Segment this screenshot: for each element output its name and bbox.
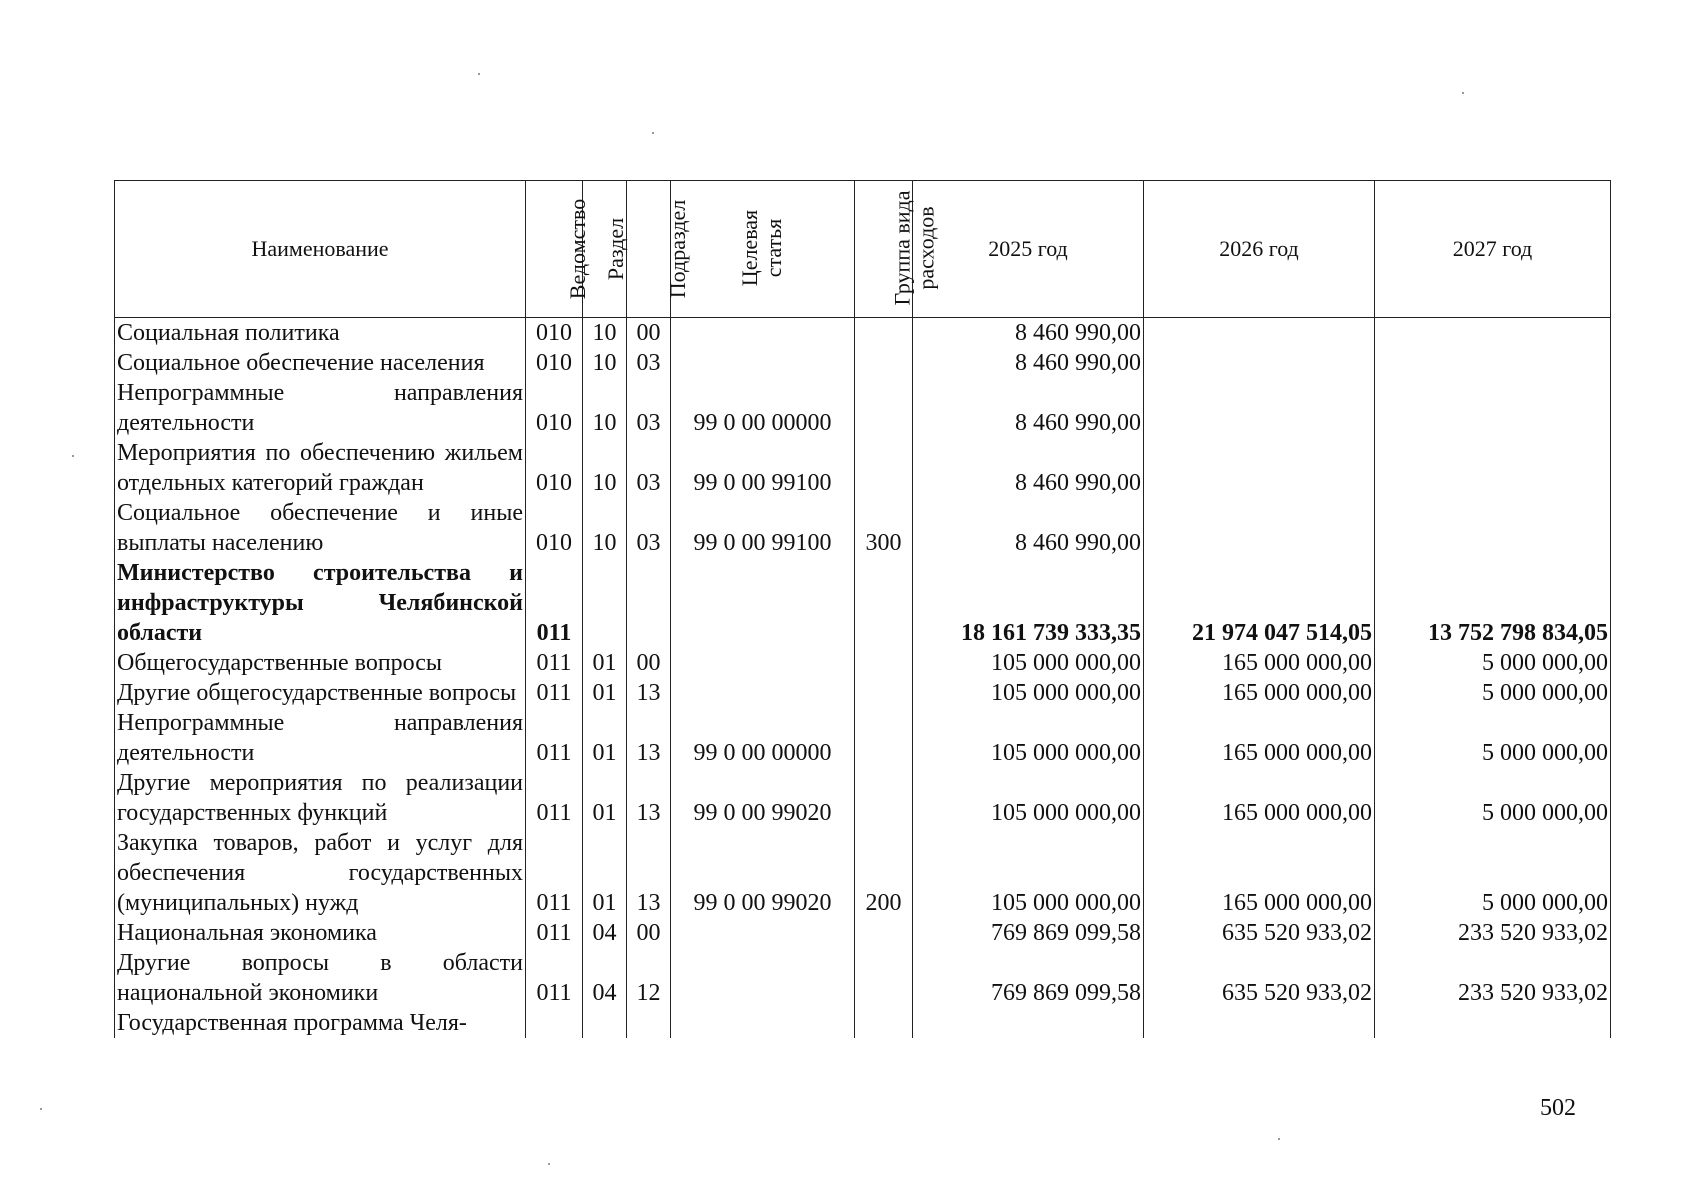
header-target-article xyxy=(671,181,855,318)
row-2025: 8 460 990,00 xyxy=(913,348,1144,378)
row-name: Социальная политика xyxy=(115,318,526,349)
table-row xyxy=(115,708,1611,768)
row-dept: 010 xyxy=(526,348,583,378)
row-type xyxy=(855,648,913,678)
table-row-continued xyxy=(115,1008,1611,1038)
row-dept: 010 xyxy=(526,378,583,438)
header-exptype-line1: Группа вида xyxy=(889,190,915,305)
row-2025: 769 869 099,58 xyxy=(913,918,1144,948)
row-subsection: 12 xyxy=(627,948,671,1008)
row-subsection: 13 xyxy=(627,768,671,828)
row-name: Другие мероприятия по реализации государственных функций xyxy=(115,768,526,828)
row-dept: 011 xyxy=(526,828,583,918)
row-target xyxy=(671,1008,855,1038)
row-2026: 635 520 933,02 xyxy=(1144,918,1375,948)
table-row xyxy=(115,318,1611,349)
row-2026: 165 000 000,00 xyxy=(1144,708,1375,768)
row-target: 99 0 00 99100 xyxy=(671,498,855,558)
row-name: Национальная экономика xyxy=(115,918,526,948)
header-subsection-label: Подраздел xyxy=(665,199,691,299)
table-row xyxy=(115,918,1611,948)
row-2025: 105 000 000,00 xyxy=(913,648,1144,678)
row-target xyxy=(671,918,855,948)
row-2025: 8 460 990,00 xyxy=(913,438,1144,498)
row-2026: 165 000 000,00 xyxy=(1144,678,1375,708)
row-section: 01 xyxy=(583,708,627,768)
row-section: 10 xyxy=(583,348,627,378)
row-dept: 011 xyxy=(526,558,583,648)
row-dept: 011 xyxy=(526,678,583,708)
header-target-line1: Целевая xyxy=(737,209,763,286)
header-2027: 2027 год xyxy=(1375,181,1611,318)
row-target xyxy=(671,348,855,378)
row-type xyxy=(855,558,913,648)
row-2025: 18 161 739 333,35 xyxy=(913,558,1144,648)
row-subsection xyxy=(627,1008,671,1038)
row-2025: 8 460 990,00 xyxy=(913,498,1144,558)
scan-speck xyxy=(478,73,480,75)
row-subsection: 00 xyxy=(627,918,671,948)
row-type xyxy=(855,1008,913,1038)
header-section-label: Раздел xyxy=(603,217,629,281)
table-row xyxy=(115,648,1611,678)
row-2026 xyxy=(1144,318,1375,349)
row-2027 xyxy=(1375,348,1611,378)
table-header-row xyxy=(115,181,1611,318)
table-row xyxy=(115,348,1611,378)
row-type: 300 xyxy=(855,498,913,558)
row-2027 xyxy=(1375,438,1611,498)
row-name: Министерство строительства и инфраструктуры Челябинской области xyxy=(115,558,526,648)
row-section: 10 xyxy=(583,378,627,438)
row-target xyxy=(671,318,855,349)
row-2026: 165 000 000,00 xyxy=(1144,648,1375,678)
row-section: 01 xyxy=(583,648,627,678)
header-exptype-label xyxy=(890,190,938,305)
row-2027: 5 000 000,00 xyxy=(1375,648,1611,678)
header-2026: 2026 год xyxy=(1144,181,1375,318)
header-department xyxy=(526,181,591,318)
header-target-label xyxy=(738,209,786,285)
row-type xyxy=(855,348,913,378)
table-row xyxy=(115,768,1611,828)
row-type xyxy=(855,768,913,828)
header-subsection xyxy=(627,181,691,318)
scan-speck xyxy=(548,1163,550,1165)
row-name: Социальное обеспечение и иные выплаты населению xyxy=(115,498,526,558)
row-2025: 8 460 990,00 xyxy=(913,318,1144,349)
row-name: Непрограммные направления деятельности xyxy=(115,708,526,768)
row-section xyxy=(583,1008,627,1038)
row-2027 xyxy=(1375,318,1611,349)
row-type xyxy=(855,918,913,948)
scan-speck xyxy=(1462,92,1464,94)
row-subsection: 13 xyxy=(627,708,671,768)
row-2026 xyxy=(1144,348,1375,378)
row-dept: 011 xyxy=(526,948,583,1008)
row-type xyxy=(855,708,913,768)
row-2027: 5 000 000,00 xyxy=(1375,768,1611,828)
row-dept: 011 xyxy=(526,648,583,678)
table-row xyxy=(115,438,1611,498)
row-2025 xyxy=(913,1008,1144,1038)
row-subsection: 00 xyxy=(627,318,671,349)
row-2027: 233 520 933,02 xyxy=(1375,918,1611,948)
table-row xyxy=(115,378,1611,438)
row-section: 10 xyxy=(583,318,627,349)
header-exptype-line2: расходов xyxy=(913,205,939,290)
row-name: Другие общегосударственные вопросы xyxy=(115,678,526,708)
row-subsection xyxy=(627,558,671,648)
table-row-ministry xyxy=(115,558,1611,648)
row-subsection: 03 xyxy=(627,498,671,558)
scan-speck xyxy=(1278,1138,1280,1140)
row-2026: 635 520 933,02 xyxy=(1144,948,1375,1008)
row-subsection: 13 xyxy=(627,828,671,918)
row-2027: 233 520 933,02 xyxy=(1375,948,1611,1008)
row-type xyxy=(855,678,913,708)
row-2026: 165 000 000,00 xyxy=(1144,768,1375,828)
row-target: 99 0 00 00000 xyxy=(671,708,855,768)
row-subsection: 00 xyxy=(627,648,671,678)
row-name: Государственная программа Челя- xyxy=(115,1008,526,1038)
table-row xyxy=(115,948,1611,1008)
row-name: Мероприятия по обеспечению жильем отдельных категорий граждан xyxy=(115,438,526,498)
row-dept: 010 xyxy=(526,318,583,349)
row-target xyxy=(671,558,855,648)
row-2025: 105 000 000,00 xyxy=(913,828,1144,918)
row-name: Общегосударственные вопросы xyxy=(115,648,526,678)
row-target: 99 0 00 99020 xyxy=(671,828,855,918)
row-2026 xyxy=(1144,438,1375,498)
scan-speck xyxy=(72,455,74,457)
row-section: 01 xyxy=(583,768,627,828)
row-subsection: 03 xyxy=(627,378,671,438)
row-2026: 21 974 047 514,05 xyxy=(1144,558,1375,648)
row-section: 10 xyxy=(583,498,627,558)
row-subsection: 13 xyxy=(627,678,671,708)
row-dept: 010 xyxy=(526,498,583,558)
row-dept xyxy=(526,1008,583,1038)
row-type xyxy=(855,318,913,349)
scan-speck xyxy=(652,132,654,134)
row-target xyxy=(671,678,855,708)
row-dept: 011 xyxy=(526,708,583,768)
row-target xyxy=(671,648,855,678)
row-2025: 105 000 000,00 xyxy=(913,768,1144,828)
row-section: 01 xyxy=(583,828,627,918)
row-type xyxy=(855,438,913,498)
row-2026 xyxy=(1144,498,1375,558)
row-2025: 105 000 000,00 xyxy=(913,678,1144,708)
row-target xyxy=(671,948,855,1008)
page-number: 502 xyxy=(1540,1095,1576,1121)
row-target: 99 0 00 00000 xyxy=(671,378,855,438)
row-2027: 5 000 000,00 xyxy=(1375,828,1611,918)
row-name: Другие вопросы в области национальной экономики xyxy=(115,948,526,1008)
row-2025: 769 869 099,58 xyxy=(913,948,1144,1008)
header-name: Наименование xyxy=(115,181,526,318)
header-2025: 2025 год xyxy=(913,181,1144,318)
row-2027 xyxy=(1375,378,1611,438)
table-row xyxy=(115,828,1611,918)
row-2025: 105 000 000,00 xyxy=(913,708,1144,768)
row-subsection: 03 xyxy=(627,348,671,378)
row-section: 10 xyxy=(583,438,627,498)
scan-speck xyxy=(40,1108,42,1110)
row-target: 99 0 00 99100 xyxy=(671,438,855,498)
row-section: 04 xyxy=(583,948,627,1008)
row-2025: 8 460 990,00 xyxy=(913,378,1144,438)
table-row xyxy=(115,678,1611,708)
row-section: 01 xyxy=(583,678,627,708)
budget-table xyxy=(114,180,1611,1038)
row-section xyxy=(583,558,627,648)
row-2027: 13 752 798 834,05 xyxy=(1375,558,1611,648)
table-row xyxy=(115,498,1611,558)
row-2027: 5 000 000,00 xyxy=(1375,708,1611,768)
row-name: Социальное обеспечение населения xyxy=(115,348,526,378)
header-expense-type xyxy=(855,181,939,318)
header-target-line2: статья xyxy=(761,218,787,277)
row-2026 xyxy=(1144,1008,1375,1038)
row-2027 xyxy=(1375,1008,1611,1038)
row-dept: 011 xyxy=(526,918,583,948)
row-type xyxy=(855,948,913,1008)
row-2026: 165 000 000,00 xyxy=(1144,828,1375,918)
row-2027: 5 000 000,00 xyxy=(1375,678,1611,708)
row-dept: 010 xyxy=(526,438,583,498)
row-2026 xyxy=(1144,378,1375,438)
row-2027 xyxy=(1375,498,1611,558)
row-name: Непрограммные направления деятельности xyxy=(115,378,526,438)
row-type: 200 xyxy=(855,828,913,918)
header-department-label: Ведомство xyxy=(565,198,591,300)
row-dept: 011 xyxy=(526,768,583,828)
row-section: 04 xyxy=(583,918,627,948)
row-subsection: 03 xyxy=(627,438,671,498)
row-name: Закупка товаров, работ и услуг для обеспечения государственных (муниципальных) нужд xyxy=(115,828,526,918)
row-type xyxy=(855,378,913,438)
row-target: 99 0 00 99020 xyxy=(671,768,855,828)
